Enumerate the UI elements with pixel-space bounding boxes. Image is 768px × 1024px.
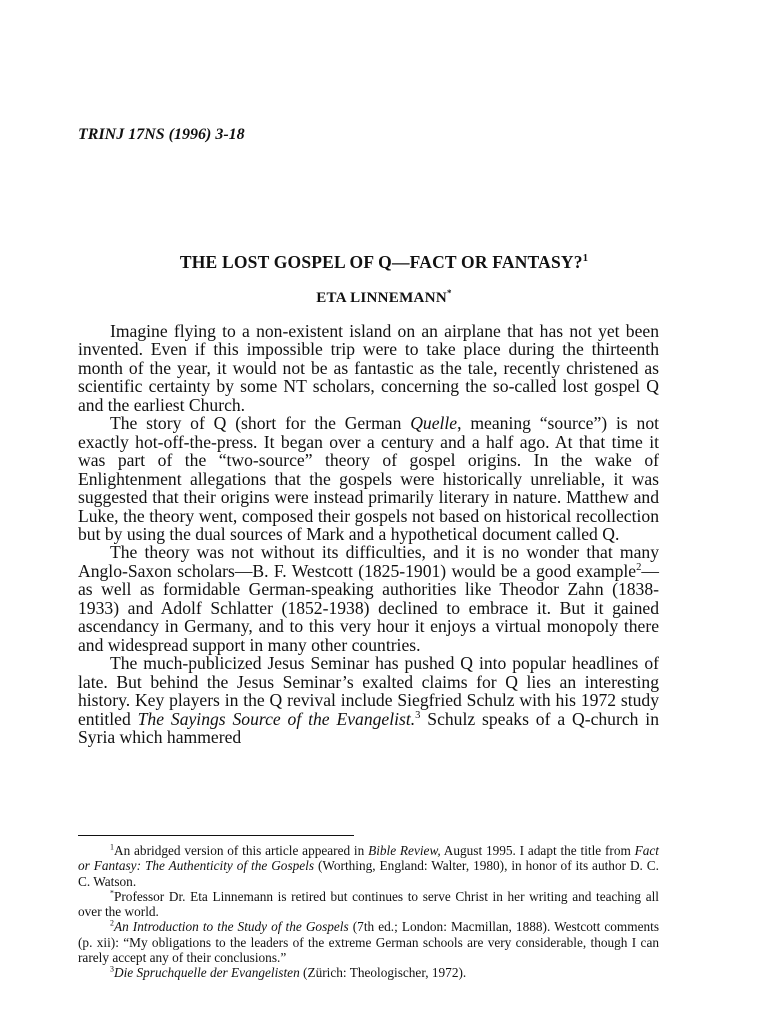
article-title — [0, 252, 768, 273]
footnote-author-mark: * — [110, 888, 114, 898]
paragraph-4-text-a: The much-publicized Jesus Seminar has pushed Q into popular headlines of late. But behind the Jesus Seminar’s exalted claims for Q lies an interesting history. Key players in the Q revival include Siegfried Schulz with his 1972 study entitled — [78, 653, 659, 729]
paragraph-2-text-b: , meaning “source”) is not exactly hot-off-the-press. It began over a century and a half ago. At that time it was part of the “two-source” theory of gospel origins. In the wake of Enlightenment allegations that the gospels were historically unreliable, it was suggested that their origins were instead primarily literary in nature. Matthew and Luke, the theory went, composed their gospels not based on historical recollection but by using the dual sources of Mark and a hypothetical document called Q. — [78, 413, 660, 544]
footnote-1-mark: 1 — [110, 842, 114, 852]
paragraph-4-italic-title: The Sayings Source of the Evangelist. — [137, 708, 416, 729]
footnote-3-book: Die Spruchquelle der Evangelisten — [113, 965, 300, 981]
author-name: ETA LINNEMANN — [316, 290, 447, 306]
footnote-3-text: (Zürich: Theologischer, 1972). — [299, 965, 467, 981]
paragraph-4-text-b: Schulz speaks of a Q-church in Syria which hammered — [78, 708, 659, 747]
author-footnote-ref: * — [446, 288, 452, 298]
footnote-2 — [78, 919, 659, 965]
footnote-1-text-a: An abridged version of this article appeared in — [113, 843, 369, 858]
footnote-1 — [78, 843, 659, 889]
footnote-1-text-c: (Worthing, England: Walter, 1980), in honor of its author D. C. C. Watson. — [78, 858, 659, 889]
footnote-author-text: Professor Dr. Eta Linnemann is retired but continues to serve Christ in her writing and teaching all over the world. — [78, 888, 659, 920]
paragraph-3-text-b: —as well as formidable German-speaking authorities like Theodor Zahn (1838-1933) and Adolf Schlatter (1852-1938) declined to embrace it. But it gained ascendancy in Germany, and to this very hour it enjoys a virtual monopoly there and widespread support in many other countries. — [78, 560, 659, 655]
paragraph-2-text-a: The story of Q (short for the German — [110, 413, 411, 434]
paragraph-1: Imagine flying to a non-existent island on an airplane that has not yet been invented. Even if this impossible trip were to take place during the thirteenth month of the year, it would not be as fantastic as the tale, recently christened as scientific certainty by some NT scholars, concerning the so-called lost gospel Q and the earliest Church. — [78, 321, 659, 415]
footnote-3 — [78, 965, 659, 980]
paragraph-4 — [78, 654, 659, 746]
journal-citation: TRINJ 17NS (1996) 3-18 — [78, 126, 245, 143]
paragraph-3-text-a: The theory was not without its difficulties, and it is no wonder that many Anglo-Saxon scholars—B. F. Westcott (1825-1901) would be a good example — [78, 542, 659, 581]
paragraph-2-italic-quelle: Quelle — [410, 413, 458, 434]
footnote-2-text: (7th ed.; London: Macmillan, 1888). Westcott comments (p. xii): “My obligations to the leaders of the extreme German schools are very considerable, though I can rarely accept any of their conclusions.” — [78, 919, 659, 966]
footnote-author — [78, 889, 659, 920]
footnote-1-text-b: August 1995. I adapt the title from — [440, 843, 635, 858]
article-author — [0, 290, 768, 307]
footnote-ref-2: 2 — [636, 562, 642, 574]
footnote-1-journal: Bible Review, — [368, 843, 441, 858]
title-footnote-ref: 1 — [582, 253, 589, 265]
article-body — [78, 322, 659, 746]
footnote-divider — [78, 835, 354, 836]
paragraph-3 — [78, 543, 659, 654]
footnote-2-book: An Introduction to the Study of the Gospels — [113, 919, 349, 935]
footnotes — [78, 843, 659, 981]
footnote-ref-3: 3 — [415, 709, 421, 721]
paragraph-2 — [78, 414, 659, 543]
footnote-2-mark: 2 — [110, 919, 114, 929]
article-title-text: THE LOST GOSPEL OF Q—FACT OR FANTASY? — [179, 252, 583, 272]
footnote-1-book: Fact or Fantasy: The Authenticity of the Gospels — [78, 843, 659, 874]
footnote-3-mark: 3 — [110, 964, 114, 974]
